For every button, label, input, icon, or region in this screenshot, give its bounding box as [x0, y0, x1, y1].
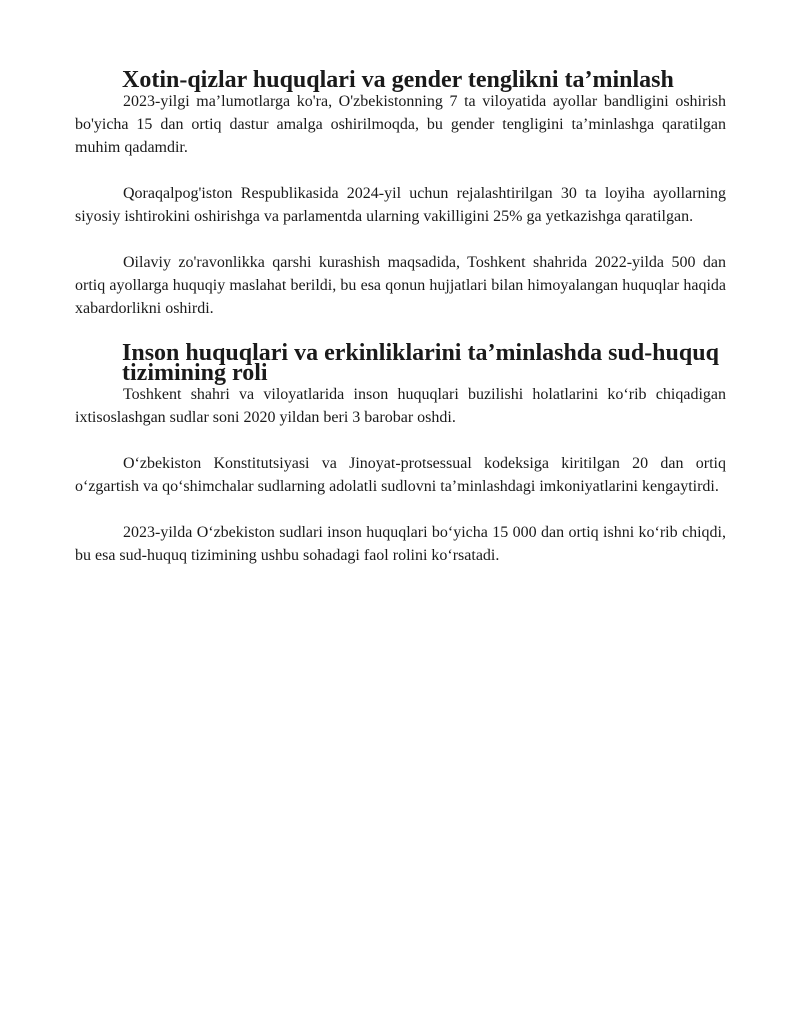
paragraph: Toshkent shahri va viloyatlarida inson huquqlari buzilishi holatlarini ko‘rib chiqadigan ixtisoslashgan sudlar soni 2020 yildan beri 3 barobar oshdi.: [75, 386, 726, 426]
paragraph: Oilaviy zo'ravonlikka qarshi kurashish maqsadida, Toshkent shahrida 2022-yilda 500 dan ortiq ayollarga huquqiy maslahat berildi, bu esa qonun hujjatlari bilan himoyalangan huquqlar haqida xabardorlikni oshirdi.: [75, 254, 726, 317]
paragraph: Qoraqalpog'iston Respublikasida 2024-yil uchun rejalashtirilgan 30 ta loyiha ayollarning siyosiy ishtirokini oshirishga va parlamentda ularning vakilligini 25% ga yetkazishga qaratilgan.: [75, 185, 726, 225]
section-heading-gender-equality: Xotin-qizlar huquqlari va gender tenglikni ta’minlash: [122, 67, 674, 93]
paragraph: 2023-yilgi ma’lumotlarga ko'ra, O'zbekistonning 7 ta viloyatida ayollar bandligini oshirish bo'yicha 15 dan ortiq dastur amalga oshirilmoqda, bu gender tengligini ta’minlashga qaratilgan muhim qadamdir.: [75, 93, 726, 156]
paragraph: O‘zbekiston Konstitutsiyasi va Jinoyat-protsessual kodeksiga kiritilgan 20 dan ortiq o‘zgartish va qo‘shimchalar sudlarning adolatli sudlovni ta’minlashdagi imkoniyatlarini kengaytirdi.: [75, 455, 726, 495]
section-heading-judicial-system: Inson huquqlari va erkinliklarini ta’minlashda sud-huquq tizimining roli: [122, 340, 719, 386]
paragraph: 2023-yilda O‘zbekiston sudlari inson huquqlari bo‘yicha 15 000 dan ortiq ishni ko‘rib chiqdi, bu esa sud-huquq tizimining ushbu sohadagi faol rolini ko‘rsatadi.: [75, 524, 726, 564]
document-page: [75, 67, 726, 590]
